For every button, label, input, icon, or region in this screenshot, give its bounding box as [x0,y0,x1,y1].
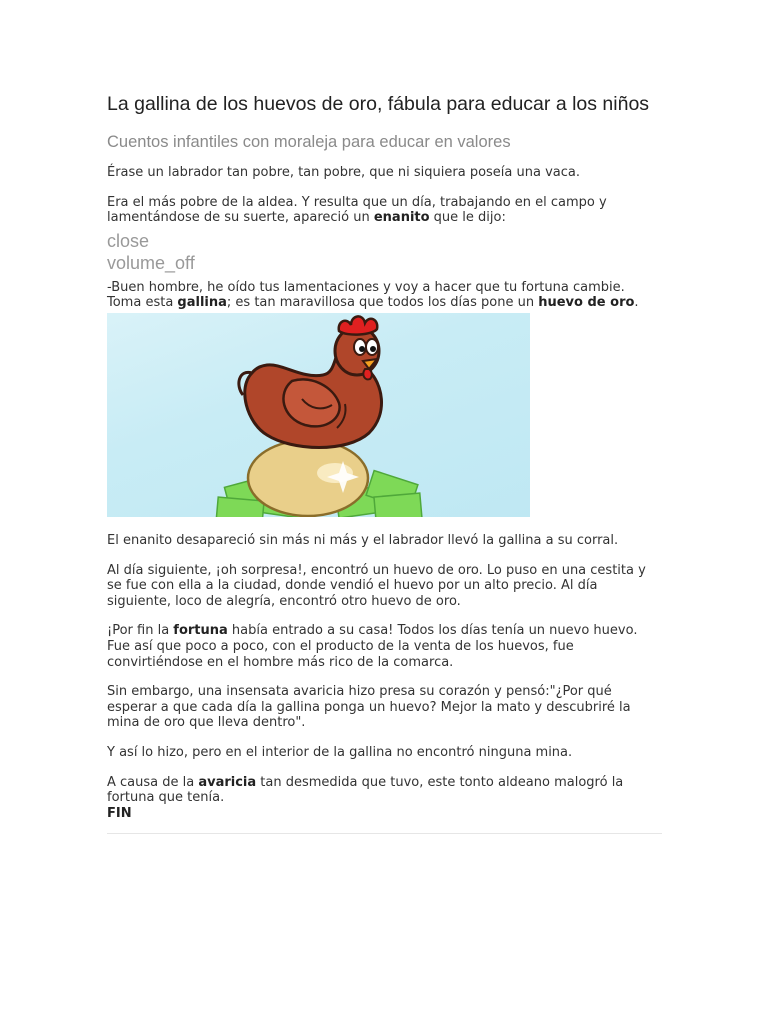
paragraph-4: El enanito desapareció sin más ni más y el labrador llevó la gallina a su corral. [107,532,619,548]
end-marker: FIN [107,805,132,821]
hen-illustration [107,313,530,517]
paragraph-3: -Buen hombre, he oído tus lamentaciones y voy a hacer que tu fortuna cambie. Toma esta gallina; es tan maravillosa que todos los días pone un huevo de oro. [107,279,639,311]
paragraph-2: Era el más pobre de la aldea. Y resulta que un día, trabajando en el campo y lamentándose de su suerte, apareció un enanito que le dijo: [107,194,607,226]
paragraph-5: Al día siguiente, ¡oh sorpresa!, encontró un huevo de oro. Lo puso en una cestita y se fue con ella a la ciudad, donde vendió el huevo por un alto precio. Al día siguiente, loco de alegría, encontró otro huevo de oro. [107,562,646,609]
keyword-gallina: gallina [177,295,227,311]
hen-comb [339,316,378,334]
paragraph-6: ¡Por fin la fortuna había entrado a su casa! Todos los días tenía un nuevo huevo. Fue así que poco a poco, con el producto de la venta de los huevos, fue convirtiéndose en el hombre más rico de la comarca. [107,623,638,670]
paragraph-7: Sin embargo, una insensata avaricia hizo presa su corazón y pensó:"¿Por qué esperar a que cada día la gallina ponga un huevo? Mejor la mato y descubriré la mina de oro que lleva dentro". [107,684,631,731]
close-icon[interactable]: close [107,230,150,251]
keyword-avaricia: avaricia [198,774,257,790]
article [107,92,662,834]
page-title: La gallina de los huevos de oro, fábula para educar a los niños [107,93,650,115]
keyword-huevo-de-oro: huevo de oro [538,295,635,311]
paragraph-1: Érase un labrador tan pobre, tan pobre, que ni siquiera poseía una vaca. [107,165,580,180]
divider [107,833,662,834]
paragraph-8: Y así lo hizo, pero en el interior de la gallina no encontró ninguna mina. [107,744,573,760]
page-subtitle: Cuentos infantiles con moraleja para educar en valores [107,133,511,151]
keyword-enanito: enanito [373,210,430,226]
volume-off-icon[interactable]: volume_off [107,252,195,273]
hen-drawing [107,313,530,517]
paragraph-9: A causa de la avaricia tan desmedida que tuvo, este tonto aldeano malogró la fortuna que tenía. [107,774,624,806]
keyword-fortuna: fortuna [173,623,228,639]
